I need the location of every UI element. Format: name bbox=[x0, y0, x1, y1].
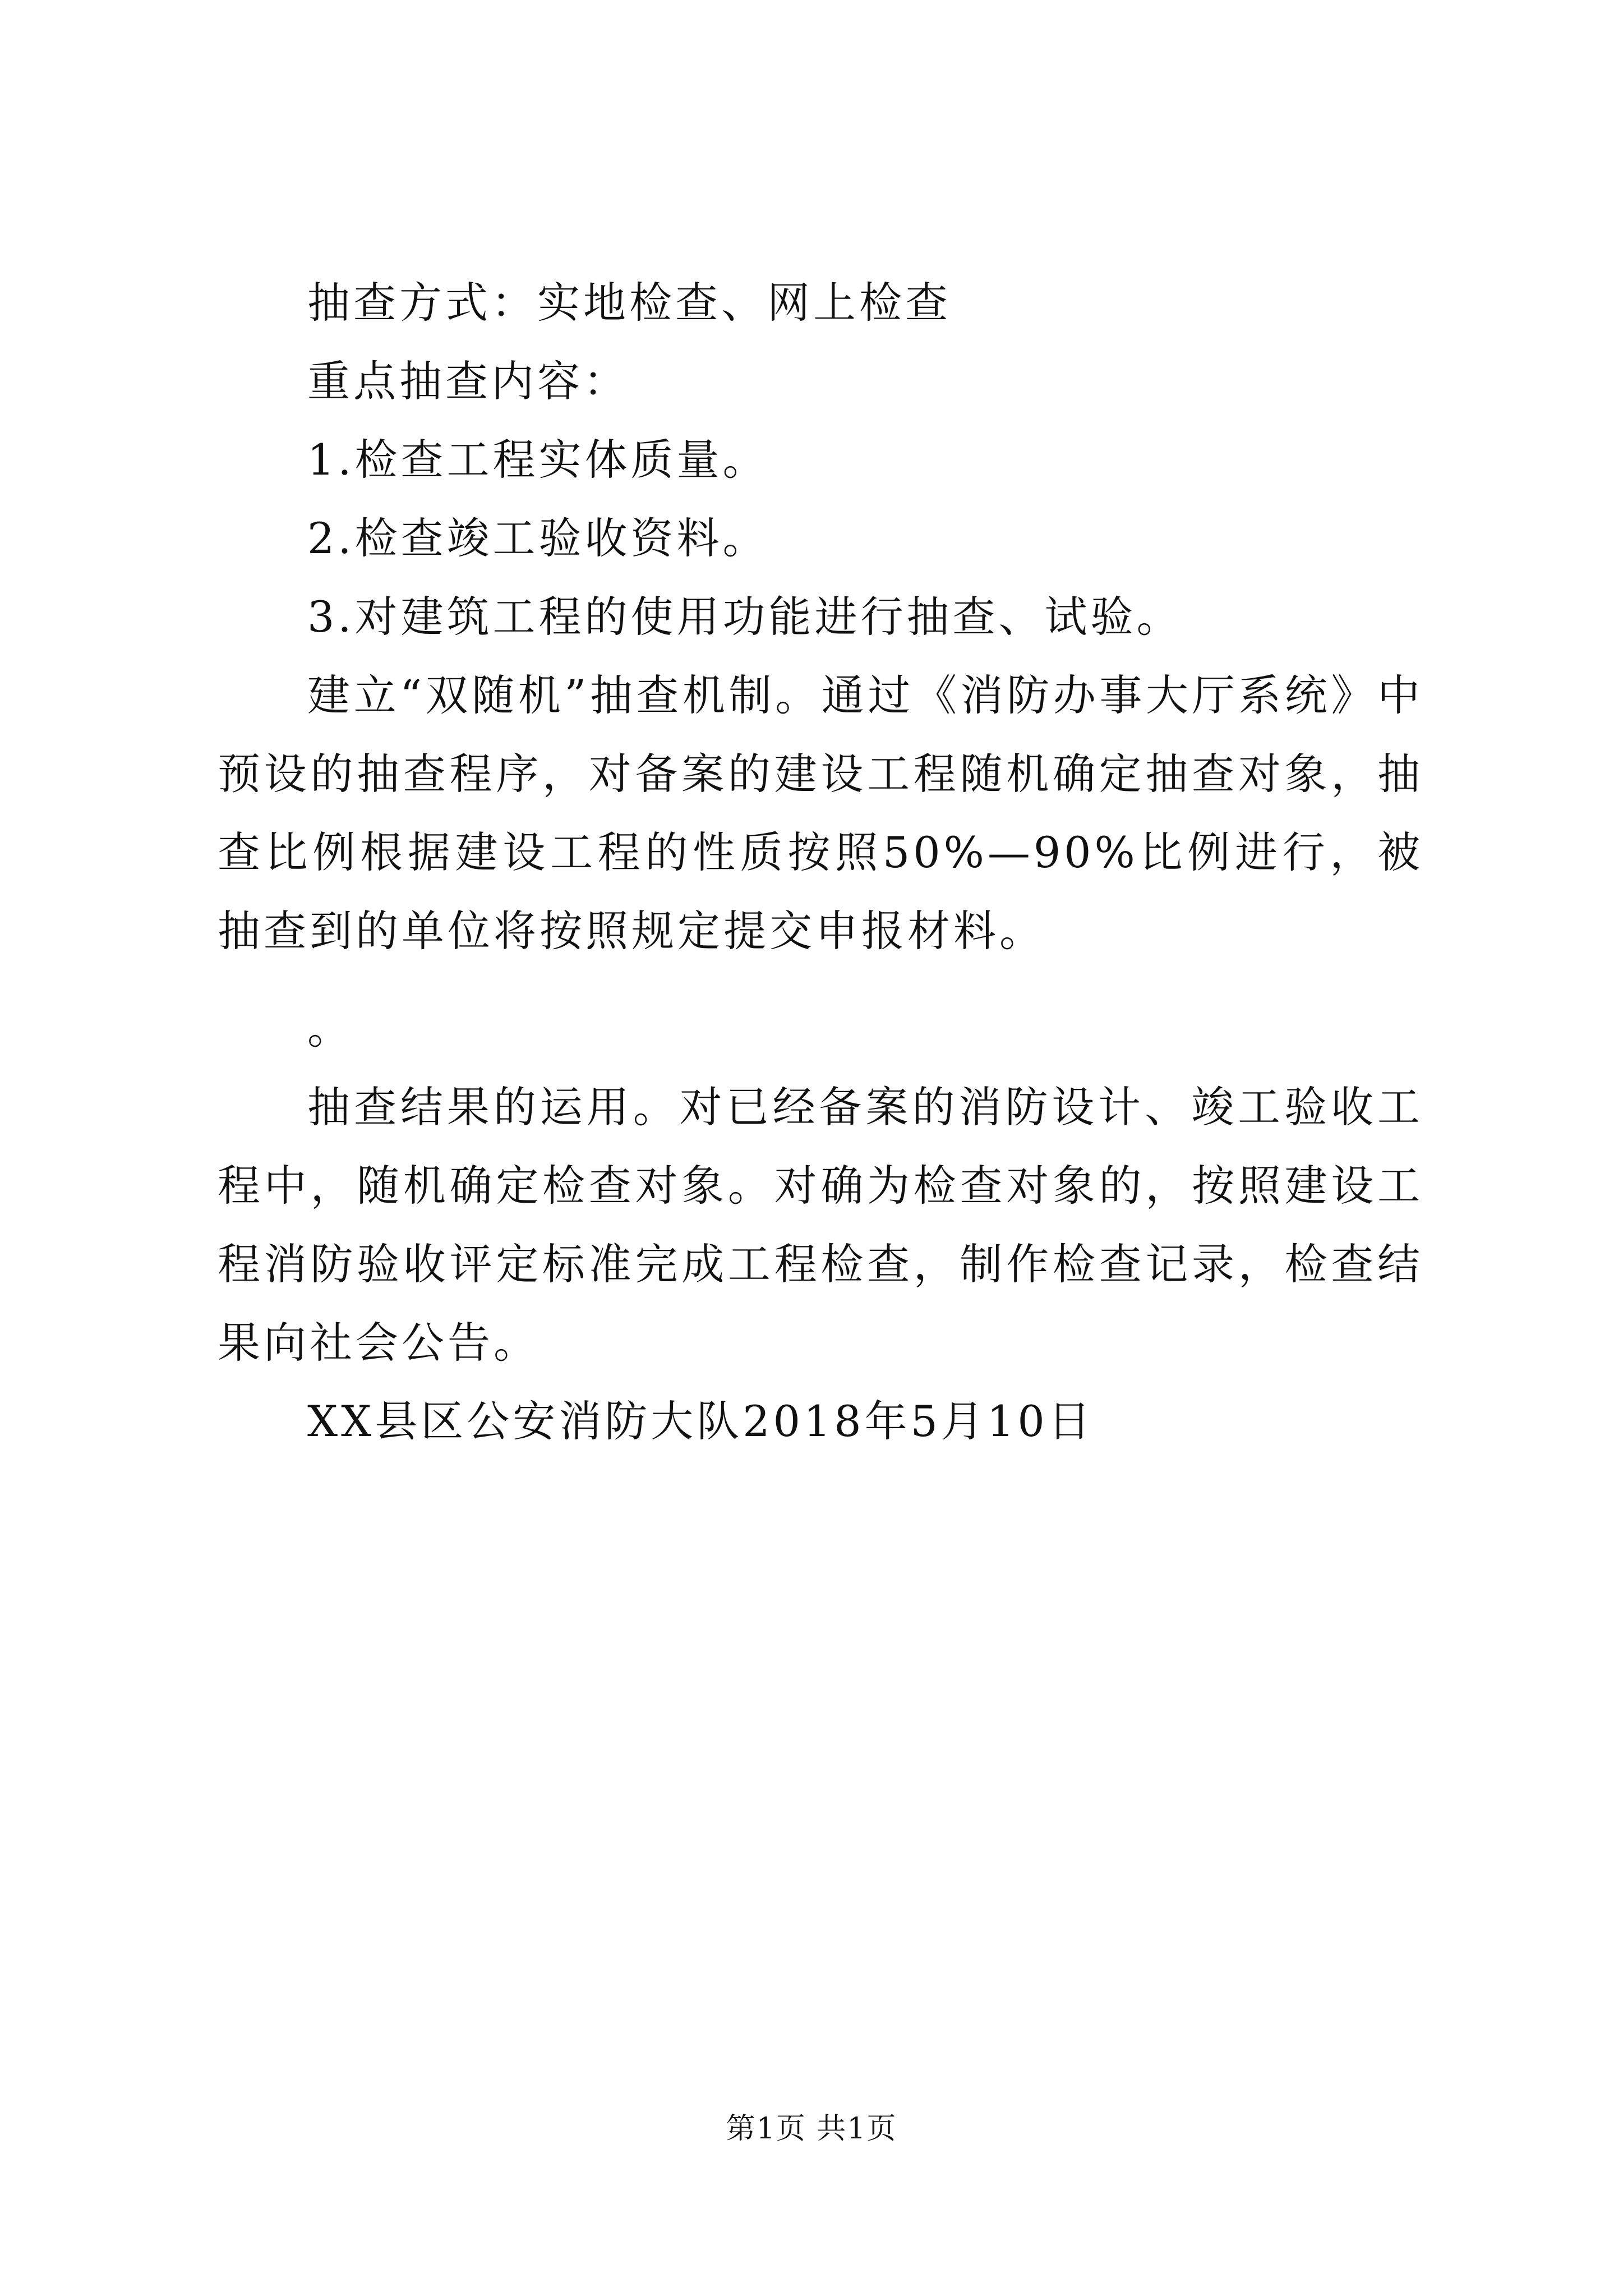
list-item-3: 3.对建筑工程的使用功能进行抽查、试验。 bbox=[307, 592, 1183, 642]
stray-period-line: 。 bbox=[307, 1004, 353, 1053]
page-footer: 第1页 共1页 bbox=[726, 2112, 897, 2146]
document-body bbox=[218, 264, 1423, 1461]
list-item-1: 1.检查工程实体质量。 bbox=[307, 435, 769, 485]
random-mechanism-paragraph: 建立“双随机”抽查机制。通过《消防办事大厅系统》中预设的抽查程序，对备案的建设工程随机确定抽查对象，抽查比例根据建设工程的性质按照50%—90%比例进行，被抽查到的单位将按照规定提交申报材料。 bbox=[218, 670, 1423, 956]
key-inspection-heading: 重点抽查内容： bbox=[307, 356, 629, 406]
results-usage-paragraph: 抽查结果的运用。对已经备案的消防设计、竣工验收工程中，随机确定检查对象。对确为检查对象的，按照建设工程消防验收评定标准完成工程检查，制作检查记录，检查结果向社会公告。 bbox=[218, 1082, 1423, 1368]
inspection-method-line: 抽查方式：实地检查、网上检查 bbox=[307, 278, 951, 328]
list-item-2: 2.检查竣工验收资料。 bbox=[307, 513, 769, 563]
signature-date-line: XX县区公安消防大队2018年5月10日 bbox=[307, 1396, 1094, 1446]
